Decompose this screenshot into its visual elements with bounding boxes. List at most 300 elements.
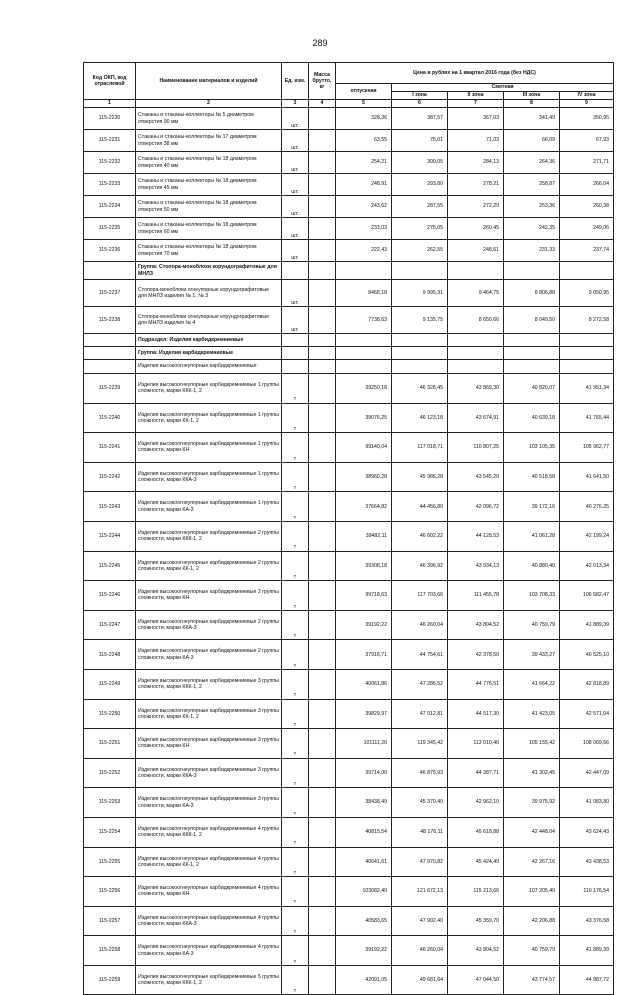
item-price-zone-2: 278,21 bbox=[448, 174, 504, 196]
header-price-title: Цена в рублях на 1 квартал 2016 года (без НДС) bbox=[336, 63, 614, 84]
item-code: 115-2242 bbox=[84, 462, 136, 492]
item-price-zone-2: 43 674,91 bbox=[448, 403, 504, 433]
item-mass bbox=[309, 936, 336, 966]
item-price-zone-1: 75,01 bbox=[392, 130, 448, 152]
item-price-zone-1: 262,55 bbox=[392, 240, 448, 262]
item-price-zone-4: 110 176,54 bbox=[560, 877, 614, 907]
item-code: 115-2238 bbox=[84, 307, 136, 334]
item-unit: шт. bbox=[282, 280, 309, 307]
item-price-zone-2: 43 804,52 bbox=[448, 936, 504, 966]
item-price-zone-4: 266,04 bbox=[560, 174, 614, 196]
item-price-release: 328,36 bbox=[336, 108, 392, 130]
item-code: 115-2243 bbox=[84, 492, 136, 522]
item-unit: шт. bbox=[282, 240, 309, 262]
item-price-zone-1: 47 902,40 bbox=[392, 906, 448, 936]
item-mass bbox=[309, 174, 336, 196]
item-mass bbox=[309, 307, 336, 334]
item-price-zone-1: 275,05 bbox=[392, 218, 448, 240]
item-price-zone-3: 40 880,40 bbox=[504, 551, 560, 581]
item-code: 115-2244 bbox=[84, 521, 136, 551]
blank-cell bbox=[392, 360, 448, 374]
item-name: Изделия высокоогнеупорные карбидкремниевые 3 группы сложности, марки ККА-3 bbox=[136, 758, 282, 788]
table-row bbox=[84, 462, 614, 492]
item-unit: т bbox=[282, 403, 309, 433]
blank-cell bbox=[282, 262, 309, 280]
item-price-zone-3: 40 518,58 bbox=[504, 462, 560, 492]
item-code: 115-2249 bbox=[84, 669, 136, 699]
item-price-release: 248,91 bbox=[336, 174, 392, 196]
item-price-zone-1: 46 396,92 bbox=[392, 551, 448, 581]
item-price-zone-1: 119 345,42 bbox=[392, 729, 448, 759]
blank-cell bbox=[282, 334, 309, 347]
item-price-zone-3: 42 267,16 bbox=[504, 847, 560, 877]
header-zone-4: IV зона bbox=[560, 92, 614, 100]
item-price-release: 40583,65 bbox=[336, 906, 392, 936]
item-price-zone-1: 47 970,82 bbox=[392, 847, 448, 877]
blank-cell bbox=[504, 262, 560, 280]
header-estimate: Сметная bbox=[392, 84, 614, 92]
item-unit: т bbox=[282, 758, 309, 788]
item-price-zone-4: 42 013,34 bbox=[560, 551, 614, 581]
item-name: Изделия высокоогнеупорные карбидкремниевые 4 группы сложности, марки КН bbox=[136, 877, 282, 907]
item-price-zone-2: 47 044,50 bbox=[448, 965, 504, 995]
item-price-zone-4: 41 765,44 bbox=[560, 403, 614, 433]
header-zone-2: II зона bbox=[448, 92, 504, 100]
item-price-zone-3: 42 448,04 bbox=[504, 817, 560, 847]
item-name: Изделия высокоогнеупорные карбидкремниевые 5 группы сложности, марки ККК-1, 2 bbox=[136, 965, 282, 995]
item-mass bbox=[309, 218, 336, 240]
item-price-zone-4: 43 376,58 bbox=[560, 906, 614, 936]
item-unit: т bbox=[282, 906, 309, 936]
item-price-zone-4: 43 438,53 bbox=[560, 847, 614, 877]
item-price-release: 8468,18 bbox=[336, 280, 392, 307]
item-price-zone-1: 45 370,40 bbox=[392, 788, 448, 818]
item-price-zone-3: 264,36 bbox=[504, 152, 560, 174]
item-price-release: 99140,04 bbox=[336, 433, 392, 463]
blank-cell bbox=[560, 262, 614, 280]
table-body-stopor bbox=[84, 280, 614, 334]
item-mass bbox=[309, 640, 336, 670]
item-name: Стопора-моноблоки огнеупорные корундографитовые для МНЛЗ изделия № 4 bbox=[136, 307, 282, 334]
blank-cell bbox=[336, 347, 392, 360]
table-row bbox=[84, 640, 614, 670]
blank-cell bbox=[448, 347, 504, 360]
item-price-zone-1: 49 681,64 bbox=[392, 965, 448, 995]
table-row bbox=[84, 374, 614, 404]
item-price-zone-1: 117 018,71 bbox=[392, 433, 448, 463]
blank-cell bbox=[504, 360, 560, 374]
item-price-zone-3: 40 759,79 bbox=[504, 936, 560, 966]
item-price-zone-3: 41 423,05 bbox=[504, 699, 560, 729]
blank-cell bbox=[336, 360, 392, 374]
item-price-zone-3: 8 806,88 bbox=[504, 280, 560, 307]
item-price-zone-2: 110 807,25 bbox=[448, 433, 504, 463]
item-price-zone-1: 387,57 bbox=[392, 108, 448, 130]
item-unit: т bbox=[282, 936, 309, 966]
item-price-zone-3: 41 664,22 bbox=[504, 669, 560, 699]
item-price-zone-2: 42 096,72 bbox=[448, 492, 504, 522]
item-name: Изделия высокоогнеупорные карбидкремниевые 1 группы сложности, марки КН bbox=[136, 433, 282, 463]
item-name: Изделия высокоогнеупорные карбидкремниевые 3 группы сложности, марки ККК-1, 2 bbox=[136, 669, 282, 699]
item-price-release: 39308,18 bbox=[336, 551, 392, 581]
table-row bbox=[84, 965, 614, 995]
item-price-zone-2: 45 618,88 bbox=[448, 817, 504, 847]
item-price-zone-1: 46 875,93 bbox=[392, 758, 448, 788]
item-price-zone-1: 9 135,75 bbox=[392, 307, 448, 334]
item-price-zone-2: 43 934,13 bbox=[448, 551, 504, 581]
item-code: 115-2234 bbox=[84, 196, 136, 218]
item-price-zone-4: 44 987,72 bbox=[560, 965, 614, 995]
item-unit: т bbox=[282, 374, 309, 404]
item-unit: т bbox=[282, 492, 309, 522]
item-code: 115-2237 bbox=[84, 280, 136, 307]
item-price-zone-1: 300,05 bbox=[392, 152, 448, 174]
item-name: Изделия высокоогнеупорные карбидкремниевые 4 группы сложности, марки ККК-1, 2 bbox=[136, 817, 282, 847]
item-price-zone-2: 44 517,30 bbox=[448, 699, 504, 729]
blank-cell bbox=[84, 262, 136, 280]
item-price-release: 222,43 bbox=[336, 240, 392, 262]
table-row bbox=[84, 610, 614, 640]
item-price-zone-2: 9 464,75 bbox=[448, 280, 504, 307]
item-code: 115-2241 bbox=[84, 433, 136, 463]
item-mass bbox=[309, 152, 336, 174]
table-row bbox=[84, 551, 614, 581]
item-price-release: 40641,61 bbox=[336, 847, 392, 877]
table-row bbox=[84, 669, 614, 699]
header-release: отпускная bbox=[336, 84, 392, 100]
table-body-carbide bbox=[84, 374, 614, 995]
item-price-zone-1: 46 123,18 bbox=[392, 403, 448, 433]
item-mass bbox=[309, 965, 336, 995]
item-price-zone-1: 48 176,11 bbox=[392, 817, 448, 847]
item-unit: т bbox=[282, 788, 309, 818]
item-price-zone-1: 117 703,66 bbox=[392, 581, 448, 611]
item-price-release: 37664,82 bbox=[336, 492, 392, 522]
blank-cell bbox=[309, 360, 336, 374]
table-body-glasses bbox=[84, 108, 614, 262]
item-price-zone-2: 260,45 bbox=[448, 218, 504, 240]
item-price-release: 39192,22 bbox=[336, 936, 392, 966]
item-price-zone-4: 249,06 bbox=[560, 218, 614, 240]
item-name: Изделия высокоогнеупорные карбидкремниевые 1 группы сложности, марки КК-1, 2 bbox=[136, 403, 282, 433]
item-unit: шт. bbox=[282, 218, 309, 240]
item-price-release: 243,62 bbox=[336, 196, 392, 218]
item-price-release: 103082,49 bbox=[336, 877, 392, 907]
item-unit: шт. bbox=[282, 307, 309, 334]
item-price-zone-3: 43 774,57 bbox=[504, 965, 560, 995]
item-price-zone-1: 9 995,31 bbox=[392, 280, 448, 307]
item-price-release: 39714,00 bbox=[336, 758, 392, 788]
item-name: Изделия высокоогнеупорные карбидкремниевые 4 группы сложности, марки ККА-3 bbox=[136, 906, 282, 936]
column-number-row bbox=[84, 100, 614, 108]
item-price-zone-1: 46 602,22 bbox=[392, 521, 448, 551]
table-row bbox=[84, 152, 614, 174]
item-mass bbox=[309, 581, 336, 611]
item-price-zone-2: 71,03 bbox=[448, 130, 504, 152]
col-number: 1 bbox=[84, 100, 136, 108]
item-code: 115-2246 bbox=[84, 581, 136, 611]
item-code: 115-2240 bbox=[84, 403, 136, 433]
item-code: 115-2235 bbox=[84, 218, 136, 240]
item-price-zone-2: 43 545,29 bbox=[448, 462, 504, 492]
table-row bbox=[84, 174, 614, 196]
item-mass bbox=[309, 817, 336, 847]
item-name: Изделия высокоогнеупорные карбидкремниевые 1 группы сложности, марки ККК-1, 2 bbox=[136, 374, 282, 404]
item-price-zone-4: 108 069,66 bbox=[560, 729, 614, 759]
table-row bbox=[84, 521, 614, 551]
item-price-release: 233,03 bbox=[336, 218, 392, 240]
col-number: 4 bbox=[309, 100, 336, 108]
item-name: Изделия высокоогнеупорные карбидкремниевые 2 группы сложности, марки ККА-3 bbox=[136, 610, 282, 640]
group-stopor-section bbox=[84, 262, 614, 280]
col-number: 7 bbox=[448, 100, 504, 108]
item-name: Стаканы и стаканы-коллекторы № 18 диаметром отверстия 70 мм bbox=[136, 240, 282, 262]
item-price-zone-3: 39 433,27 bbox=[504, 640, 560, 670]
col-number: 8 bbox=[504, 100, 560, 108]
blank-cell bbox=[448, 262, 504, 280]
item-price-zone-2: 367,03 bbox=[448, 108, 504, 130]
item-price-zone-2: 111 455,78 bbox=[448, 581, 504, 611]
table-row bbox=[84, 218, 614, 240]
blank-cell bbox=[336, 334, 392, 347]
table-row bbox=[84, 699, 614, 729]
table-row bbox=[84, 729, 614, 759]
item-price-zone-4: 41 641,50 bbox=[560, 462, 614, 492]
item-name: Изделия высокоогнеупорные карбидкремниевые 3 группы сложности, марки КА-3 bbox=[136, 788, 282, 818]
item-unit: шт. bbox=[282, 130, 309, 152]
blank-cell bbox=[336, 262, 392, 280]
item-price-zone-3: 258,87 bbox=[504, 174, 560, 196]
blank-cell bbox=[504, 334, 560, 347]
item-price-zone-1: 287,55 bbox=[392, 196, 448, 218]
item-price-release: 40815,54 bbox=[336, 817, 392, 847]
item-mass bbox=[309, 758, 336, 788]
item-price-zone-4: 9 050,95 bbox=[560, 280, 614, 307]
item-mass bbox=[309, 492, 336, 522]
item-unit: т bbox=[282, 640, 309, 670]
item-mass bbox=[309, 130, 336, 152]
item-price-zone-3: 242,35 bbox=[504, 218, 560, 240]
item-mass bbox=[309, 610, 336, 640]
item-mass bbox=[309, 240, 336, 262]
item-code: 115-2248 bbox=[84, 640, 136, 670]
blank-cell bbox=[282, 347, 309, 360]
item-price-zone-4: 42 447,09 bbox=[560, 758, 614, 788]
item-mass bbox=[309, 374, 336, 404]
item-price-release: 39076,25 bbox=[336, 403, 392, 433]
item-price-zone-3: 40 820,07 bbox=[504, 374, 560, 404]
item-price-zone-3: 253,36 bbox=[504, 196, 560, 218]
item-price-zone-2: 284,13 bbox=[448, 152, 504, 174]
table-row bbox=[84, 280, 614, 307]
table-row bbox=[84, 817, 614, 847]
item-mass bbox=[309, 729, 336, 759]
item-unit: т bbox=[282, 581, 309, 611]
item-mass bbox=[309, 847, 336, 877]
item-unit: т bbox=[282, 965, 309, 995]
col-number: 9 bbox=[560, 100, 614, 108]
item-price-zone-4: 41 889,39 bbox=[560, 936, 614, 966]
item-name: Изделия высокоогнеупорные карбидкремниевые 3 группы сложности, марки КК-1, 2 bbox=[136, 699, 282, 729]
blank-cell bbox=[282, 360, 309, 374]
item-unit: т bbox=[282, 610, 309, 640]
group-heading: Группа: Изделия карбидкремниевые bbox=[136, 347, 282, 360]
header-unit: Ед. изм. bbox=[282, 63, 309, 100]
item-code: 115-2257 bbox=[84, 906, 136, 936]
item-unit: т bbox=[282, 433, 309, 463]
item-code: 115-2232 bbox=[84, 152, 136, 174]
item-price-zone-4: 40 525,10 bbox=[560, 640, 614, 670]
item-price-zone-1: 293,80 bbox=[392, 174, 448, 196]
item-price-release: 38438,49 bbox=[336, 788, 392, 818]
header-zone-3: III зона bbox=[504, 92, 560, 100]
group-heading: Группа: Стопора-моноблоки корундографитовые для МНЛЗ bbox=[136, 262, 282, 280]
item-price-zone-4: 271,71 bbox=[560, 152, 614, 174]
table-row bbox=[84, 403, 614, 433]
subgroup-heading: Изделия высокоогнеупорные карбидкремниевые: bbox=[136, 360, 282, 374]
item-price-zone-4: 40 276,25 bbox=[560, 492, 614, 522]
item-price-zone-3: 105 155,42 bbox=[504, 729, 560, 759]
header-name: Наименование материалов и изделий bbox=[136, 63, 282, 100]
item-unit: т bbox=[282, 847, 309, 877]
item-price-zone-1: 45 986,28 bbox=[392, 462, 448, 492]
table-row bbox=[84, 492, 614, 522]
item-price-release: 40061,86 bbox=[336, 669, 392, 699]
blank-cell bbox=[392, 262, 448, 280]
item-price-zone-2: 44 128,53 bbox=[448, 521, 504, 551]
item-price-zone-3: 42 206,88 bbox=[504, 906, 560, 936]
item-unit: т bbox=[282, 551, 309, 581]
price-table bbox=[83, 62, 614, 995]
item-price-zone-1: 47 286,52 bbox=[392, 669, 448, 699]
item-price-zone-4: 237,74 bbox=[560, 240, 614, 262]
table-row bbox=[84, 936, 614, 966]
col-number: 5 bbox=[336, 100, 392, 108]
item-code: 115-2259 bbox=[84, 965, 136, 995]
item-price-zone-2: 113 010,46 bbox=[448, 729, 504, 759]
item-code: 115-2230 bbox=[84, 108, 136, 130]
item-name: Стопора-моноблоки огнеупорные корундографитовые для МНЛЗ изделия № 1, № 3 bbox=[136, 280, 282, 307]
col-number: 6 bbox=[392, 100, 448, 108]
item-name: Стаканы и стаканы-коллекторы № 17 диаметром отверстия 38 мм bbox=[136, 130, 282, 152]
item-price-zone-3: 341,49 bbox=[504, 108, 560, 130]
item-code: 115-2253 bbox=[84, 788, 136, 818]
item-name: Изделия высокоогнеупорные карбидкремниевые 2 группы сложности, марки ККК-1, 2 bbox=[136, 521, 282, 551]
item-code: 115-2231 bbox=[84, 130, 136, 152]
blank-cell bbox=[504, 347, 560, 360]
item-mass bbox=[309, 877, 336, 907]
blank-cell bbox=[84, 334, 136, 347]
item-name: Изделия высокоогнеупорные карбидкремниевые 2 группы сложности, марки КА-3 bbox=[136, 640, 282, 670]
item-code: 115-2256 bbox=[84, 877, 136, 907]
item-mass bbox=[309, 403, 336, 433]
subsection-heading: Подраздел: Изделия карбидкремниевые bbox=[136, 334, 282, 347]
blank-cell bbox=[309, 334, 336, 347]
item-price-zone-2: 115 213,66 bbox=[448, 877, 504, 907]
item-name: Стаканы и стаканы-коллекторы № 18 диаметром отверстия 60 мм bbox=[136, 218, 282, 240]
table-row bbox=[84, 130, 614, 152]
item-price-zone-4: 260,38 bbox=[560, 196, 614, 218]
item-name: Стаканы и стаканы-коллекторы № 5 диаметром отверстия 90 мм bbox=[136, 108, 282, 130]
item-price-zone-3: 41 061,28 bbox=[504, 521, 560, 551]
item-price-release: 39829,97 bbox=[336, 699, 392, 729]
item-price-zone-1: 46 328,45 bbox=[392, 374, 448, 404]
item-code: 115-2236 bbox=[84, 240, 136, 262]
item-price-zone-3: 107 205,49 bbox=[504, 877, 560, 907]
item-name: Стаканы и стаканы-коллекторы № 18 диаметром отверстия 40 мм bbox=[136, 152, 282, 174]
item-price-zone-1: 47 012,81 bbox=[392, 699, 448, 729]
item-price-zone-4: 105 962,77 bbox=[560, 433, 614, 463]
item-unit: т bbox=[282, 817, 309, 847]
item-name: Изделия высокоогнеупорные карбидкремниевые 2 группы сложности, марки КК-1, 2 bbox=[136, 551, 282, 581]
item-price-release: 39482,11 bbox=[336, 521, 392, 551]
blank-cell bbox=[392, 347, 448, 360]
item-name: Изделия высокоогнеупорные карбидкремниевые 2 группы сложности, марки КН bbox=[136, 581, 282, 611]
item-price-zone-3: 40 759,79 bbox=[504, 610, 560, 640]
item-price-zone-1: 44 456,80 bbox=[392, 492, 448, 522]
item-price-zone-3: 39 172,16 bbox=[504, 492, 560, 522]
item-price-zone-3: 66,09 bbox=[504, 130, 560, 152]
item-price-zone-4: 8 272,58 bbox=[560, 307, 614, 334]
item-price-release: 42091,05 bbox=[336, 965, 392, 995]
table-row bbox=[84, 758, 614, 788]
item-mass bbox=[309, 699, 336, 729]
item-mass bbox=[309, 521, 336, 551]
item-code: 115-2252 bbox=[84, 758, 136, 788]
item-price-release: 38960,28 bbox=[336, 462, 392, 492]
blank-cell bbox=[392, 334, 448, 347]
item-price-release: 39192,22 bbox=[336, 610, 392, 640]
item-mass bbox=[309, 108, 336, 130]
item-price-zone-1: 46 260,04 bbox=[392, 610, 448, 640]
item-unit: т bbox=[282, 699, 309, 729]
blank-cell bbox=[84, 360, 136, 374]
item-code: 115-2239 bbox=[84, 374, 136, 404]
item-price-zone-2: 44 387,71 bbox=[448, 758, 504, 788]
item-price-zone-4: 350,95 bbox=[560, 108, 614, 130]
blank-cell bbox=[84, 347, 136, 360]
table-row bbox=[84, 788, 614, 818]
item-price-release: 37916,71 bbox=[336, 640, 392, 670]
item-price-zone-2: 43 804,52 bbox=[448, 610, 504, 640]
item-code: 115-2245 bbox=[84, 551, 136, 581]
item-price-zone-4: 42 818,89 bbox=[560, 669, 614, 699]
item-unit: т bbox=[282, 462, 309, 492]
item-name: Изделия высокоогнеупорные карбидкремниевые 4 группы сложности, марки КК-1, 2 bbox=[136, 847, 282, 877]
item-code: 115-2254 bbox=[84, 817, 136, 847]
item-price-release: 7738,63 bbox=[336, 307, 392, 334]
item-price-zone-3: 8 049,50 bbox=[504, 307, 560, 334]
item-mass bbox=[309, 433, 336, 463]
item-price-zone-2: 8 650,66 bbox=[448, 307, 504, 334]
item-name: Изделия высокоогнеупорные карбидкремниевые 1 группы сложности, марки КА-3 bbox=[136, 492, 282, 522]
col-number: 3 bbox=[282, 100, 309, 108]
item-price-zone-2: 42 378,50 bbox=[448, 640, 504, 670]
item-price-release: 39250,18 bbox=[336, 374, 392, 404]
item-price-zone-4: 41 951,34 bbox=[560, 374, 614, 404]
item-name: Стаканы и стаканы-коллекторы № 18 диаметром отверстия 45 мм bbox=[136, 174, 282, 196]
item-mass bbox=[309, 906, 336, 936]
item-price-zone-1: 121 672,13 bbox=[392, 877, 448, 907]
blank-cell bbox=[448, 334, 504, 347]
blank-cell bbox=[560, 334, 614, 347]
item-mass bbox=[309, 462, 336, 492]
item-name: Стаканы и стаканы-коллекторы № 18 диаметром отверстия 50 мм bbox=[136, 196, 282, 218]
item-name: Изделия высокоогнеупорные карбидкремниевые 3 группы сложности, марки КН bbox=[136, 729, 282, 759]
table-row bbox=[84, 906, 614, 936]
item-code: 115-2251 bbox=[84, 729, 136, 759]
item-price-zone-2: 45 359,70 bbox=[448, 906, 504, 936]
